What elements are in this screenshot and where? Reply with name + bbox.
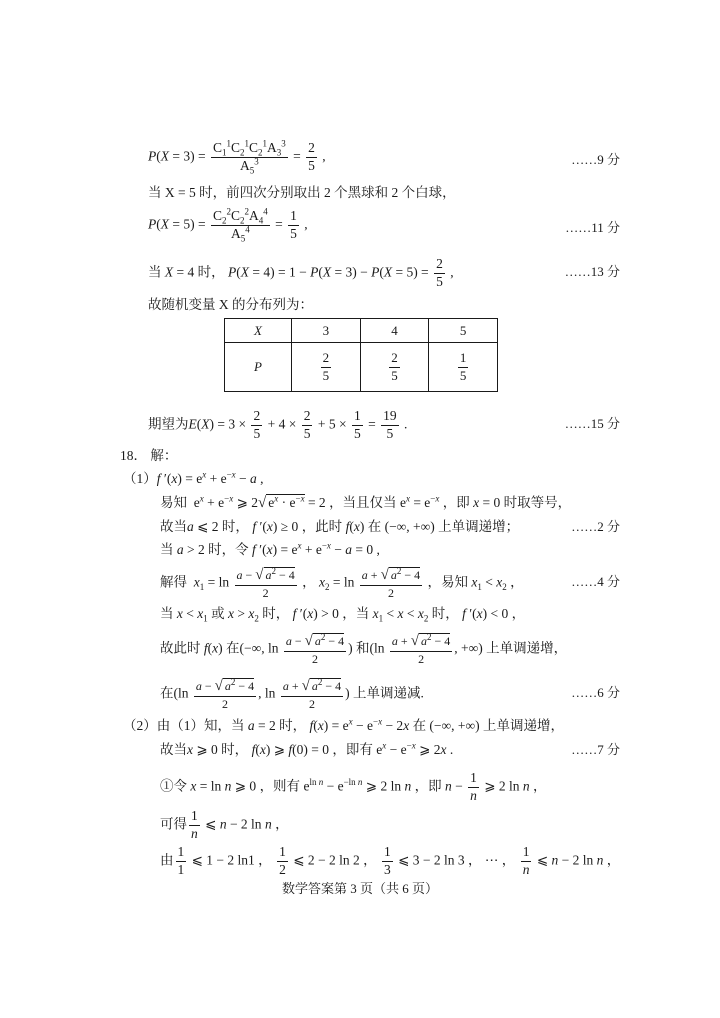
part1-derivative: （1）f $'(x) = e^x + e^{-x} - a$ , [123, 469, 264, 486]
table-cell: $\frac{1}{5}$ [429, 343, 498, 392]
formula-p-x4: 当 X = 4 时， P(X = 4) = 1 − P(X = 3) − P(X = 5) = $\frac{2}{5}$ , [148, 256, 454, 289]
table-cell: 5 [429, 319, 498, 343]
page-footer: 数学答案第 3 页（共 6 页） [281, 881, 438, 896]
x5-intro: 当 X = 5 时，前四次分别取出 2 个黑球和 2 个白球， [148, 185, 456, 200]
formula-p-x5: P(X = 5) = $\frac{C_2^2C_2^2A_4^4}{A_5^4}$ = $\frac{1}{5}$ , [148, 206, 308, 244]
part1-amgm: 易知 $e^x + e^{-x}$ ⩾ 2√ $e^x \cdot e^{-x} = 2$ ，当且仅当 $e^x = e^{-x}$ ，即 x = 0 时取等号， [160, 493, 572, 511]
score-2: ……2 分 [571, 519, 620, 534]
part2-intro: （2）由（1）知，当 a = 2 时， $f(x) = e^x - e^{-x} - 2x$ 在 (−∞, +∞) 上单调递增， [123, 716, 565, 733]
table-row [225, 343, 498, 392]
score-4: ……4 分 [571, 574, 620, 589]
table-cell: $\frac{2}{5}$ [360, 343, 429, 392]
table-header-x: X [225, 319, 292, 343]
part1-case-small: 故当a ⩽ 2 时， f ′(x) ≥ 0 ，此时 f(x) 在 (−∞, +∞) 上单调递增； [160, 519, 520, 534]
table-cell: $\frac{2}{5}$ [292, 343, 361, 392]
part1-case-large: 当 a > 2 时，令 f $'(x) = e^x + e^{-x} - a = 0$ , [160, 540, 380, 557]
score-6: ……6 分 [571, 685, 620, 700]
part2-inequality: 故当x ⩾ 0 时， f(x) ⩾ f(0) = 0 ，即有 $e^x - e^{-x}$ ⩾ 2x . [160, 740, 454, 757]
score-9: ……9 分 [571, 152, 620, 167]
question-18: 18． 解： [120, 448, 178, 463]
score-15: ……15 分 [564, 416, 620, 431]
expectation: 期望为E(X) = 3 × $\frac{2}{5}$ + 4 × $\frac{2}{5}$ + 5 × $\frac{1}{5}$ = $\frac{19}{5}$ . [148, 408, 408, 441]
part2-substitute: ①令 x = ln n ⩾ 0 ，则有 $e^{ln n} - e^{-ln n}$ ⩾ 2 ln n ，即 n − $\frac{1}{n}$ ⩾ 2 ln n ， [160, 770, 547, 803]
score-13: ……13 分 [564, 264, 620, 279]
part2-get: 可得 $\frac{1}{n}$ ⩽ n − 2 ln n ， [160, 808, 289, 841]
part1-increasing: 故此时 f(x) 在(−∞, ln $\frac{a - √ a^2 - 4}{2}$ ) 和(ln $\frac{a + √ a^2 - 4}{2}$ , +∞) 上单调递增， [160, 632, 568, 666]
table-row [225, 319, 498, 343]
distribution-table [224, 318, 498, 392]
score-7: ……7 分 [571, 742, 620, 757]
table-cell: 4 [360, 319, 429, 343]
part1-decreasing: 在(ln $\frac{a - √ a^2 - 4}{2}$ , ln $\frac{a + √ a^2 - 4}{2}$ ) 上单调递减. [160, 677, 424, 711]
dist-intro: 故随机变量 X 的分布列为： [148, 297, 313, 312]
table-header-p: P [225, 343, 292, 392]
formula-p-x3: P(X = 3) = $\frac{C_1^1C_2^1C_2^1A_3^3}{A_5^3}$ = $\frac{2}{5}$ , [148, 138, 326, 176]
part1-sign: 当 $x < x_1$ 或 $x > x_2$ 时， f ′(x) > 0 ，当 $x_1 < x < x_2$ 时， f ′(x) < 0 ， [160, 606, 526, 624]
part2-sequence: 由 $\frac{1}{1}$ ⩽ 1 − 2 ln1 ， $\frac{1}{2}$ ⩽ 2 − 2 ln 2 ， $\frac{1}{3}$ ⩽ 3 − 2 ln 3 ， ⋯ ， $\frac{1}{n}$ ⩽ n − 2 ln n ， [160, 844, 621, 877]
score-11: ……11 分 [565, 220, 620, 235]
part1-roots: 解得 $x_1 = \ln$ $\frac{a - √ a^2 - 4}{2}$ ， $x_2 = \ln$ $\frac{a + √ a^2 - 4}{2}$ ，易知 $x_1 < x_2$ ， [160, 566, 524, 600]
table-cell: 3 [292, 319, 361, 343]
